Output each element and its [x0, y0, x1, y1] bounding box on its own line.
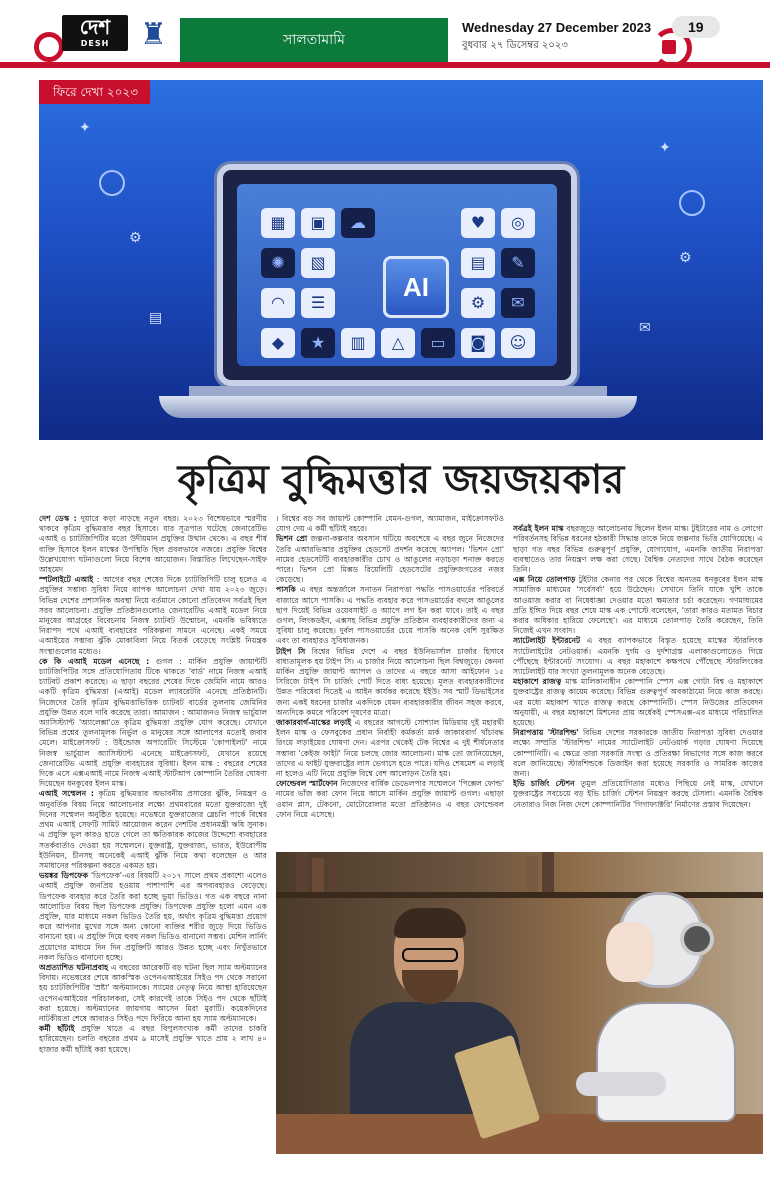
- article-paragraph: কৃত্রিম বুদ্ধিমত্তার অভাবনীয় প্রসারের ঝুঁকি, নিয়ন্ত্রণ ও অনুবর্তিক বিষয় নিয়ে আলোচনার লক্ষ্যে প্রথমবারের মতো যুক্তরাজ্যে দুই দিনের সম্মেলন অনুষ্ঠিত হয়েছে। নভেম্বরে যুক্তরাজ্যের ব্লেচলি পার্কে বিশ্বের প্রথম এআই সেফটি সামিট আয়োজন করেন দেশটির প্রধানমন্ত্রী ঋষি সুনাক। এ প্রযুক্তি ভুল কারও হাতে গেলে তা ক্ষতিকারক কাজের উদ্দেশ্যে ব্যবহারের সতর্কবার্তাও দেওয়া হয় সম্মেলনে। যুক্তরাষ্ট্র, যুক্তরাজ্য, ভারত, ইউরোপীয় ইউনিয়ন, চীনসহ অনেকেই এআই ঝুঁকি নিয়ে কথা বলেছেন ও আর সমাধানের পরিকল্পনা করতে একমত হয়।: [39, 789, 267, 870]
- book: [526, 856, 538, 892]
- layout-icon: ▭: [421, 328, 455, 358]
- article-paragraph: প্রযুক্তি খাতে এ বছর বিপুলসংখ্যক কর্মী তাদের চাকরি হারিয়েছেন। চলতি বছরের প্রথম ৯ মাসেই প্রযুক্তি খাতে প্রায় ২ লাখ ৪০ হাজার কর্মী ছাঁটাই করা হয়েছে।: [39, 1024, 267, 1054]
- article-paragraph: নিজেদের বার্ষিক ডেভেলপার সম্মেলনে 'পিক্সেল ফোল্ড' নামের ভাঁজ করা ফোন নিয়ে আসে মার্কিন প্রযুক্তি জায়ান্ট গুগল। এছাড়া ওয়ান প্লাস, টেকনো, মোটোরোলার মতো প্রতিষ্ঠানও এ বছর ফোল্ডেবল ফোন নিয়ে এসেছে।: [276, 779, 504, 819]
- star-icon: ★: [301, 328, 335, 358]
- sparkle-icon: ✦: [659, 140, 671, 156]
- ai-chip-icon: AI: [383, 256, 449, 318]
- statue-icon: ♜: [140, 17, 167, 52]
- article-paragraph: গুগল : মার্কিন প্রযুক্তি জায়ান্টটি চ্যাটজিপিটির সঙ্গে প্রতিযোগিতায় টিকে থাকতে 'বার্ড' নামে নিজস্ব এআই চ্যাটবট প্রকাশ করেছে। এ ছাড়া বছরের শেষের দিকে জেমিনি নামে আরও একটি কৃত্রিম বুদ্ধিমত্তা (এআই) মডেল ল্যাবরেটরি এনেছে প্রতিষ্ঠানটি। নিজেদের তৈরি কৃত্রিম বুদ্ধিমত্তাভিত্তিক চ্যাটবট বার্ডের তুলনায় জেমিনির প্রযুক্তি উন্নত বলে দাবি করেছে তারা।: [39, 656, 267, 717]
- article-subheading: মহাকাশে রাজত্ব: [513, 677, 562, 687]
- article-paragraph: মাইক্রোসফট : উইন্ডোজ অপারেটিং সিস্টেমে 'কোপাইলট' নামে নিজস্ব ভার্চুয়াল অ্যাসিস্ট্যান্ট এনেছে মাইক্রোসফট, যেখানে রয়েছে জেনারেটিভ এআই প্রযুক্তি ব্যবহারের সুবিধা।: [39, 738, 267, 768]
- gear-icon: ⚙: [461, 288, 495, 318]
- man-hair: [394, 908, 466, 938]
- article-paragraph: মাস্ক মালিকানাধীন কোম্পানি স্পেস এক্স গোটা বিশ্ব ও মহাকাশে যুক্তরাষ্ট্রের রাজত্ব কায়েম করেছে। বিভিন্ন গুরুত্বপূর্ণ অবকাঠামো নিয়ে কাজ করছে। এর মধ্যে মহাকাশ খাতে রাজত্ব করছে কোম্পানিটি। স্পেস নিউজের প্রতিবেদন অনুযায়ী, এ বছর মহাকাশে মিশনের প্রায় অর্ধেকই স্পেসএক্স-এর মাধ্যমে পরিচালিত হয়েছে।: [513, 677, 763, 728]
- man-beard: [402, 970, 458, 1004]
- section-badge: ফিরে দেখা ২০২৩: [39, 80, 150, 104]
- sparkle-icon: ✦: [79, 120, 91, 136]
- gear-icon: ⚙: [679, 250, 692, 266]
- article-paragraph: ইলন মাস্ক : বছরের শেষের দিকে এসে এক্সএআই নামে নিজস্ব এআই স্টার্টআপ কোম্পানি তৈরির ঘোষণা দিয়েছেন ধনকুবের ইলন মাস্ক।: [39, 758, 267, 789]
- article-paragraph: জল্পনা-কল্পনার অবসান ঘটিয়ে অবশেষে এ বছর জুনে নিজেদের তৈরি এআরভিআর প্রযুক্তির হেডসেট প্রদর্শন করেছে অ্যাপল। 'ভিশন প্রো' নামের হেডসেটটি ব্যবহারকারীর চোখ ও আঙুলের নড়াচড়া শনাক্ত করতে পারে। ভিশন প্রো মিক্সড রিয়েলিটি হেডসেটের প্রযুক্তিজগতের নজর কেড়েছে।: [276, 534, 504, 585]
- header-divider: [0, 62, 770, 68]
- grid-icon: ▦: [261, 208, 295, 238]
- article-subheading: পাসকি: [276, 585, 296, 595]
- cloud-icon: ☁: [341, 208, 375, 238]
- article-subheading: ফোল্ডেবল স্মার্টফোন: [276, 779, 338, 789]
- hero-illustration: [39, 80, 763, 440]
- shapes-icon: ◆: [261, 328, 295, 358]
- article-subheading: কে কি এআই মডেল এনেছে :: [39, 656, 150, 666]
- article-paragraph: টুইটার কেনার পর থেকে বিশ্বের অন্যতম ধনকুবের ইলন মাস্ক সামাজিক মাধ্যমের 'সর্বেসর্বা' হয়ে উঠেছেন। সেখানে তিনি যাকে খুশি তাকে আওয়াজ করার বা নিষেধাজ্ঞা দেওয়ার মতো ক্ষমতার চর্চা করেছেন। গণমাধ্যমের প্রতি ইঙ্গিত দিয়ে বছর শেষে মাস্ক এক পোস্টে বলেছেন, 'তারা কারও মতামত বিচার করার অধিকার হারিয়ে ফেলেছে'। এর মাধ্যমে তোলপাড় তৈরি করেছেন, তিনি নিজেই এখন সংবাদ।: [513, 575, 763, 636]
- heart-icon: ♥: [461, 208, 495, 238]
- person-icon: ☺: [501, 328, 535, 358]
- circle-deco-icon: [99, 170, 125, 196]
- article-paragraph: তুমুল প্রতিযোগিতার মধ্যেও পিছিয়ে নেই মাস্ক, যেখানে যুক্তরাষ্ট্রের সবচেয়ে বড় ইভি চার্জিং স্টেশন নিয়ন্ত্রণ করছে টেসলা। এমনকি বৈশ্বিক নেতারাও নিজ নিজ দেশে কোম্পানিটির 'গিগাফ্যাক্টরি' নির্মাণের প্রস্তাব দিয়েছেন।: [513, 779, 763, 809]
- article-paragraph: বিশ্বের বিভিন্ন দেশে এ বছর ইউনিভার্সাল চার্জার হিসাবে বাধ্যতামূলক হয় টাইপ সি। এ চার্জার নিয়ে আলোচনা ছিল বিশ্বজুড়ে। কেননা মার্কিন প্রযুক্তি জায়ান্ট অ্যাপল ও তাদের এ বছরে আসা আইফোন ১৫ সিরিজে টাইপ সি চার্জিং পোর্ট দিতে বাধ্য হয়েছে। মূলত ব্যবহারকারীদের উন্নত পরিষেবা দিতেই এ আইন কার্যকর করেছে ইইউ। সব স্মার্ট ডিভাইসের জন্য একই ধরনের চার্জার একদিকে যেমন ব্যবহারকারীর জীবন সহজ করবে, অন্যদিকে কমবে পরিবেশ দূষণের মাত্রা।: [276, 646, 504, 717]
- image-icon: ▧: [301, 248, 335, 278]
- book: [296, 852, 308, 892]
- article-subheading: ইভি চার্জিং স্টেশন: [513, 779, 575, 789]
- article-paragraph: বিভিন্ন দেশের সরকারকে জাতীয় নিরাপত্তা সুবিধা দেওয়ার লক্ষ্যে সম্প্রতি 'স্টারশিল্ড' নামের স্যাটেলাইট নেটওয়ার্ক গড়ার ঘোষণা দিয়েছে কোম্পানিটি। এ ক্ষেত্রে তারা সরকারি সংস্থা ও প্রতিরক্ষা বিভাগের সঙ্গে কাজ করবে বলে জানিয়েছে। স্টারশিল্ডকে ডিজাইন করা হয়েছে সরকারি ও সামরিক কাজের জন্য।: [513, 728, 763, 779]
- article-headline: কৃত্রিম বুদ্ধিমত্তার জয়জয়কার: [177, 456, 625, 503]
- laptop-base: [159, 396, 637, 418]
- article-paragraph: এ বছর ব্যাপকভাবে বিস্তৃত হয়েছে মাস্কের স্টারলিংক স্যাটেলাইটের নেটওয়ার্ক। এমনকি দুর্গম ও দুর্দশাগ্রস্ত এলাকাগুলোতেও গিয়ে পৌঁছেছে ইন্টারনেট সংযোগ। এ বছর মহাকাশে কক্ষপথে পৌঁছেছে স্টারলিংকের স্যাটেলাইট যার সংখ্যা তুলনামূলক অনেক বেড়েছে।: [513, 636, 763, 677]
- article-subheading: কর্মী ছাঁটাই: [39, 1024, 75, 1034]
- article-column-2: [276, 514, 504, 846]
- article-subheading: ভিশন প্রো: [276, 534, 308, 544]
- article-paragraph: : আগের বছর শেষের দিকে চ্যাটজিপিটি চালু হলেও এ প্রযুক্তির সম্ভাব্য সুবিধা নিয়ে ব্যাপক আলোচনা দেখা যায় ২০২৩ জুড়ে। বিভিন্ন দেশের প্রশাসনিক অবস্থা নিয়ে বর্তমানে কোনো প্রতিবেদন সর্বত্রই ছিল সরব আলোচনা। প্রযুক্তি প্রতিষ্ঠানগুলোও জেনারেটিভ এআই মডেল নিয়ে মানুষের আগ্রহের বিবেচনায় নিজস্ব চ্যাটবট উন্মোচন, এমনকি ভবিষ্যতে নিরাপদ পথে এআই ব্যবহারের পরিকল্পনা সামনে এনেছে। একই সময়ে এআইয়ের সম্ভাব্য ঝুঁকি মোকাবিলা নিয়ে বিতর্ক বেড়েছে সংশ্লিষ্ট নিয়ন্ত্রক সংস্থাগুলোর মধ্যেও।: [39, 575, 267, 656]
- article-subheading: ভয়ঙ্কর ডিপফেক: [39, 871, 89, 881]
- app-tiles: [261, 208, 561, 368]
- pen-icon: ✎: [501, 248, 535, 278]
- date-english: Wednesday 27 December 2023: [462, 20, 652, 35]
- article-subheading: সর্বত্রই ইলন মাস্ক: [513, 524, 564, 534]
- bulb-icon: ✺: [261, 248, 295, 278]
- page-mark-icon: [662, 40, 676, 54]
- article-paragraph: দুয়ারে কড়া নাড়ছে নতুন বছর। ২০২৩ বিশেষভাবে স্মরণীয় থাকবে কৃত্রিম বুদ্ধিমত্তার বছর হিসাবে। যার সূত্রপাত ঘটেছে জেনারেটিভ এআই ও চ্যাটজিপিটির মতো উদীয়মান প্রযুক্তির উত্থান থেকে। এ বছর শীর্ষ ব্যক্তি হিসাবে ইলন মাস্কের উপস্থিতি ছিল প্রবলভাবে নজরে। প্রযুক্তি বিশ্বের উল্লেখযোগ্য ঘটনাগুলো নিয়ে বিশেষ আয়োজন। বিস্তারিত লিখেছেন-সাইফ আহমেদ: [39, 514, 267, 575]
- chip-icon: ▣: [301, 208, 335, 238]
- article-subheading: স্যাটেলাইট ইন্টারনেট: [513, 636, 581, 646]
- masthead-logo[interactable]: [62, 15, 128, 51]
- book: [542, 852, 554, 892]
- document-icon: ▤: [461, 248, 495, 278]
- article-subheading: এক্স নিয়ে তোলপাড়: [513, 575, 576, 585]
- article-subheading: এআই সম্মেলন :: [39, 789, 94, 799]
- road-icon: △: [381, 328, 415, 358]
- date-bangla: বুধবার ২৭ ডিসেম্বর ২০২৩: [462, 40, 568, 51]
- robot-headphone-icon: [680, 922, 714, 956]
- chart-icon: ▤: [149, 310, 163, 326]
- article-photo: [276, 852, 763, 1154]
- article-column-1: [39, 514, 267, 1154]
- article-paragraph: আমাজন : আমাজনও নিজস্ব ভার্চুয়াল অ্যাসিস্ট্যান্ট 'অ্যালেক্সা'তে কৃত্রিম বুদ্ধিমত্তা প্রযুক্তি যোগ করেছে। যেখানে বিভিন্ন প্রশ্নের তুলনামূলক নির্ভুল ও মানুষের সঙ্গে আলাপের মতোই জবাব মেলে।: [39, 707, 267, 748]
- page-number: 19: [688, 19, 704, 35]
- logo-subtext: DESH: [80, 39, 110, 48]
- robot-body: [596, 1002, 736, 1122]
- target-icon: ◎: [501, 208, 535, 238]
- book: [328, 854, 340, 892]
- table-icon: ▥: [341, 328, 375, 358]
- article-subheading: অপ্রত্যাশিত ঘটনাপ্রবাহ: [39, 962, 109, 972]
- mail-icon: ✉: [501, 288, 535, 318]
- bookshelf: [276, 892, 763, 898]
- section-name: সালতামামি: [180, 18, 448, 62]
- article-subheading: জাকারবার্গ-মাস্কের লড়াই: [276, 718, 352, 728]
- robot-arm: [576, 1072, 666, 1096]
- article-paragraph: 'ডিপফেক'-এর বিষয়টি ২০১৭ সালে প্রথম প্রকাশ্যে এলেও এআই প্রযুক্তি জনপ্রিয় হওয়ায় পাশাপাশি এর অপব্যবহারও বেড়েছে। ডিপফেক ব্যবহার করে তৈরি করা হচ্ছে ভুয়া ভিডিও। গত এক বছরে নানা আলোচিত বিষয় ছিল ডিপফেক প্রযুক্তি। ডিপফেক প্রযুক্তি হলো এমন এক প্রযুক্তি, যার মাধ্যমে নকল ভিডিও তৈরি হয়, অর্থাৎ কৃত্রিম বুদ্ধিমত্তা প্রয়োগ করে আপনার মুখের সঙ্গে অন্য কোনো ব্যক্তির শরীর জুড়ে দিয়ে ভিডিও বানানো হয়। এ প্রযুক্তি দিয়ে হুবহু নকল ভিডিও বানানো সম্ভব। মেশিন লার্নিং প্রয়োগের মাধ্যমে দিন দিন প্রযুক্তিটি আরও উন্নত হচ্ছে এবং নিখুঁতভাবে নকল ভিডিও বানানো হচ্ছে।: [39, 871, 267, 962]
- chat-icon: ◙: [461, 328, 495, 358]
- logo-text: দেশ: [79, 15, 111, 39]
- list-icon: ☰: [301, 288, 335, 318]
- laptop-screen: [217, 164, 577, 386]
- masthead-ring-icon: [34, 32, 64, 62]
- article-subheading: স্পটলাইটে এআই: [39, 575, 94, 585]
- circle-deco-icon: [679, 190, 705, 216]
- article-subheading: টাইপ সি: [276, 646, 306, 656]
- gear-icon: ⚙: [129, 230, 142, 246]
- wifi-icon: ◠: [261, 288, 295, 318]
- article-dateline: দেশ ডেস্ক :: [39, 514, 77, 523]
- page-header: [0, 0, 770, 74]
- robot-face: [606, 922, 654, 982]
- chat-icon: ✉: [639, 320, 651, 336]
- article-paragraph: । বিশ্বের বড় সব জায়ান্ট কোম্পানি যেমন-গুগল, অ্যামাজন, মাইক্রোসফটও যোগ দেয় এ কর্মী ছাঁটাই বহরে।: [276, 514, 504, 534]
- article-paragraph: এ বছরের আগস্টে সোশ্যাল মিডিয়ায় দুই মহারথী ইলন মাস্ক ও ফেসবুকের প্রধান নির্বাহী কর্মকর্তা মার্ক জাকারবার্গ খাঁচাবদ্ধ রিংয়ে লড়াইয়ের ঘোষণা দেন। এরপর থেকেই টেক বিশ্বের এ দুই শীর্ষনেতার সম্ভাব্য 'কেইজ ফাইট' নিয়ে চলছে জোর আলোচনা। মাস্ক তো জানিয়েছেন, তাদের এ ফাইট যুক্তরাষ্ট্রের লাস ভেগাসে হতে পারে। যদিও শেষমেশ এ লড়াই না হলেও এটি নিয়ে প্রযুক্তি বিশ্বে বেশ আলোড়ন তৈরি হয়।: [276, 718, 504, 779]
- glasses-icon: [402, 948, 458, 962]
- book: [312, 858, 324, 892]
- article-subheading: নিরাপত্তায় 'স্টারশিল্ড': [513, 728, 579, 738]
- article-paragraph: এ বছর অন্তর্জালে সনাতন নিরাপত্তা পদ্ধতি পাসওয়ার্ডের পরিবর্তে বাজারে আসে পাসকি। এ পদ্ধতি ব্যবহার করে পাসওয়ার্ডের বদলে আঙুলের ছাপ দিয়েই বিভিন্ন ওয়েবসাইট ও অ্যাপে লগ ইন করা যাবে। তাই এ বছর গুগল, লিংকডইন, এক্সসহ বিভিন্ন প্রযুক্তি প্রতিষ্ঠান ব্যবহারকারীদের জন্য এ সুবিধা চালু করেছে। দুর্বল পাসওয়ার্ডের চেয়ে পাসকি অনেক বেশি সুরক্ষিত এবং তা ব্যবহারও সুবিধাজনক।: [276, 585, 504, 646]
- article-paragraph: এ বছরের আরেকটি বড় ঘটনা ছিল স্যাম অল্টম্যানের বিদায়। নভেম্বরের শেষে আকস্মিক ওপেনএআইয়ের সিইও পদ থেকে সরানো হয় চ্যাটজিপিটির 'স্রষ্টা' অল্টম্যানকে। স্যামের নেতৃত্ব নিয়ে আস্থা হারিয়েছেন ওপেনএআইয়ের পরিচালকরা, সেই কারণেই তাকে সিইও পদ থেকে ছাঁটাই করা হয়েছে। অল্টম্যানের জায়গায় আসেন মিরা মুরাটি। কয়েকদিনের নাটকীয়তা শেষে আবারও সিইও পদে ফিরিয়ে আনা হয় স্যাম অল্টম্যানকে।: [39, 962, 267, 1023]
- article-paragraph: বছরজুড়ে আলোচনায় ছিলেন ইলন মাস্ক। টুইটারের নাম ও লোগো পরিবর্তনসহ বিভিন্ন ধরনের হঠকারী সিদ্ধান্ত তাকে নিয়ে জল্পনার ভিত্তি যোগিয়েছে। এ ছাড়া গত বছর বিভিন্ন গুরুত্বপূর্ণ প্রযুক্তি, যোগাযোগ, এমনকি জাতীয় নিরাপত্তা ব্যবস্থাতেও তার নিয়ন্ত্রণ লক্ষ করা গেছে। বৈশ্বিক নেতাদের সাথে বৈঠক করেছেন তিনি।: [513, 524, 763, 575]
- screen-display: [237, 184, 557, 366]
